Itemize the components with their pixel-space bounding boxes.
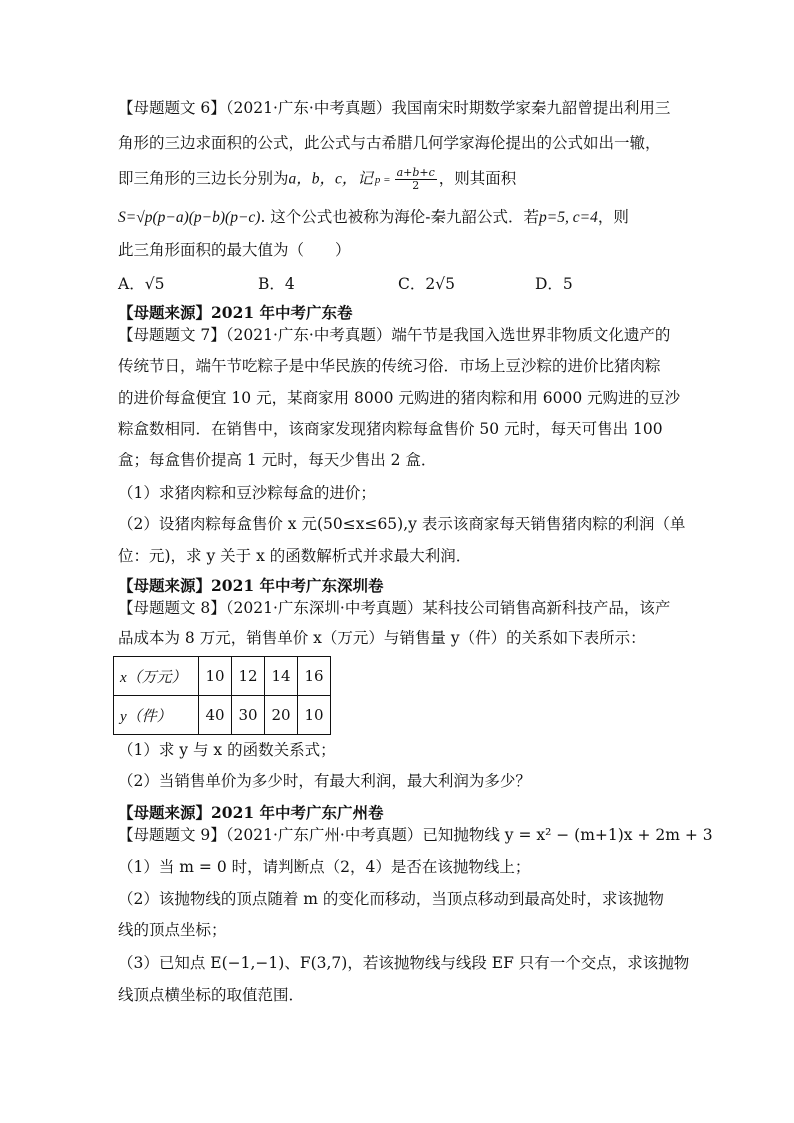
q7-line-5: 盒；每盒售价提高 1 元时，每天少售出 2 盒． bbox=[118, 451, 437, 469]
table-header-y: y（件） bbox=[114, 696, 199, 735]
q6-line-4 bbox=[118, 207, 629, 228]
q6-text-4b: ，则 bbox=[597, 208, 629, 226]
q9-line-1: 【母题题文 9】（2021·广东广州·中考真题）已知抛物线 y = x² − (m+1)x + 2m + 3 bbox=[118, 826, 713, 844]
q8-line-1: 【母题题文 8】（2021·广东深圳·中考真题）某科技公司销售高新科技产品，该产 bbox=[118, 599, 671, 617]
q9-part-3a: （3）已知点 E(−1,−1)、F(3,7)，若该抛物线与线段 EF 只有一个交点，求该抛物 bbox=[118, 954, 690, 972]
frac-denominator: 2 bbox=[412, 179, 420, 192]
q7-line-4: 粽盒数相同．在销售中，该商家发现猪肉粽每盒售价 50 元时，每天可售出 100 bbox=[118, 420, 663, 438]
table-cell: 10 bbox=[298, 696, 331, 735]
q6-line-3 bbox=[118, 167, 516, 192]
table-header-x: x（万元） bbox=[114, 657, 199, 696]
q7-line-1: 【母题题文 7】（2021·广东·中考真题）端午节是我国入选世界非物质文化遗产的 bbox=[118, 326, 671, 344]
q6-tag: 【母题题文 6】 bbox=[118, 99, 226, 117]
option-d: D．5 bbox=[535, 275, 573, 293]
q6-text-3a: 即三角形的三边长分别为 bbox=[118, 169, 289, 188]
q7-line-3: 的进价每盒便宜 10 元，某商家用 8000 元购进的猪肉粽和用 6000 元购进的豆沙 bbox=[118, 389, 681, 407]
q7-line-2: 传统节日，端午节吃粽子是中华民族的传统习俗．市场上豆沙粽的进价比猪肉粽 bbox=[118, 357, 661, 375]
table-cell: 14 bbox=[265, 657, 298, 696]
q9-part-1: （1）当 m = 0 时，请判断点（2，4）是否在该抛物线上； bbox=[118, 858, 531, 876]
frac-numerator: a+b+c bbox=[396, 166, 435, 179]
heron-formula: S=√p(p−a)(p−b)(p−c) bbox=[118, 209, 261, 226]
q6-frac bbox=[395, 167, 437, 192]
q7-source-label: 【母题来源】2021 年中考广东卷 bbox=[118, 303, 353, 322]
q6-fraction: p = bbox=[374, 173, 391, 186]
q6-text-3c: ，则其面积 bbox=[438, 169, 517, 188]
q9-part-2b: 线的顶点坐标； bbox=[118, 921, 227, 939]
q6-sides: a，b，c，记 bbox=[288, 170, 373, 188]
q6-text-4: . 这个公式也被称为海伦-秦九韶公式．若 bbox=[260, 208, 540, 226]
table-cell: 40 bbox=[199, 696, 232, 735]
q6-text-1: 我国南宋时期数学家秦九韶曾提出利用三 bbox=[391, 99, 671, 117]
q7-part-1: （1）求猪肉粽和豆沙粽每盒的进价； bbox=[118, 484, 376, 502]
table-cell: 12 bbox=[232, 657, 265, 696]
q6-source: （2021·广东·中考真题） bbox=[225, 99, 392, 117]
q7-part-2b: 位：元)，求 y 关于 x 的函数解析式并求最大利润． bbox=[118, 547, 472, 565]
q9-part-2a: （2）该抛物线的顶点随着 m 的变化而移动，当顶点移动到最高处时，求该抛物 bbox=[118, 890, 664, 908]
table-row bbox=[114, 696, 331, 735]
price-sales-table bbox=[113, 656, 331, 735]
q8-part-1: （1）求 y 与 x 的函数关系式； bbox=[118, 741, 336, 759]
q9-part-3b: 线顶点横坐标的取值范围． bbox=[118, 986, 305, 1004]
table-cell: 10 bbox=[199, 657, 232, 696]
option-c: C．2√5 bbox=[398, 275, 455, 293]
table-cell: 30 bbox=[232, 696, 265, 735]
table-cell: 20 bbox=[265, 696, 298, 735]
q6-line-1 bbox=[118, 98, 670, 118]
q7-part-2a: （2）设猪肉粽每盒售价 x 元(50≤x≤65),y 表示该商家每天销售猪肉粽的利润（单 bbox=[118, 515, 686, 533]
q6-line-5: 此三角形面积的最大值为（ ） bbox=[118, 241, 351, 259]
q6-line-2: 角形的三边求面积的公式，此公式与古希腊几何学家海伦提出的公式如出一辙， bbox=[118, 134, 661, 152]
option-b: B．4 bbox=[258, 275, 295, 293]
table-cell: 16 bbox=[298, 657, 331, 696]
q6-condition: p=5, c=4 bbox=[539, 209, 598, 226]
q8-source-label: 【母题来源】2021 年中考广东深圳卷 bbox=[118, 576, 384, 595]
q9-source-label: 【母题来源】2021 年中考广东广州卷 bbox=[118, 803, 384, 822]
table-row bbox=[114, 657, 331, 696]
q8-line-2: 品成本为 8 万元，销售单价 x（万元）与销售量 y（件）的关系如下表所示： bbox=[118, 629, 646, 647]
option-a: A．√5 bbox=[118, 275, 165, 293]
q8-part-2: （2）当销售单价为多少时，有最大利润，最大利润为多少？ bbox=[118, 772, 531, 790]
